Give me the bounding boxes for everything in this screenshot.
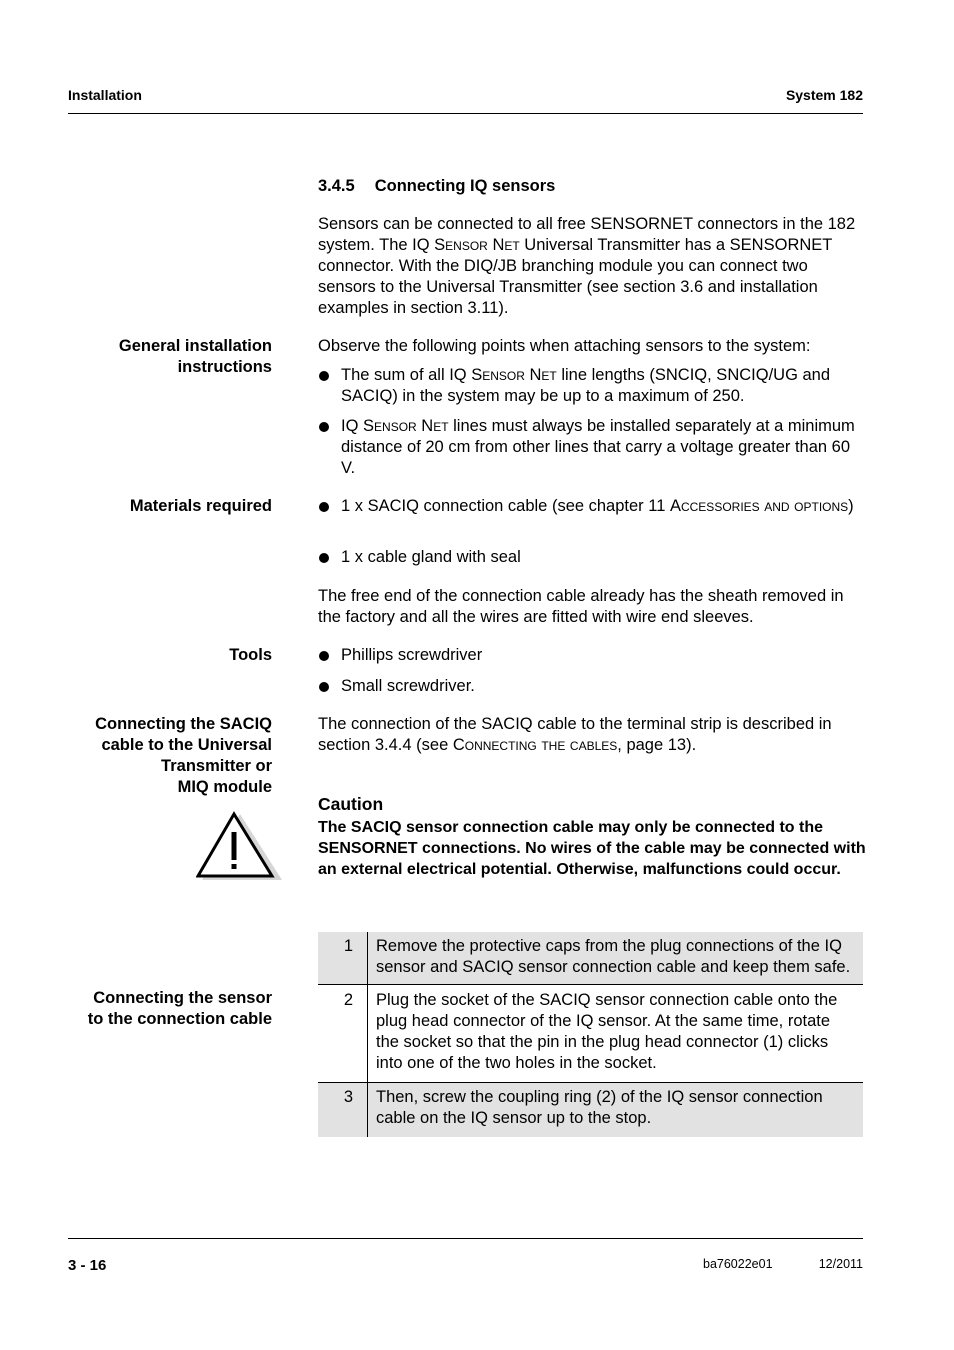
bullet-icon — [319, 422, 329, 432]
connecting-sensor-label: Connecting the sensor to the connection cable — [87, 989, 272, 1028]
tools-label: Tools — [229, 646, 272, 664]
bullet-icon — [319, 553, 329, 563]
saciq-label: Connecting the SACIQ cable to the Universal Transmitter or MIQ module — [95, 715, 272, 796]
table-row — [318, 1083, 863, 1138]
header-product-label: System 182 — [785, 87, 863, 103]
list-item: IQ Sensor Net lines must always be installed separately at a minimum distance of 20 cm from other lines that carry a voltage greater than 60 V. — [318, 416, 863, 479]
list-item: 1 x SACIQ connection cable (see chapter 11 Accessories and options) — [318, 496, 863, 517]
materials-note: The free end of the connection cable already has the sheath removed in the factory and all the wires are fitted with wire end sleeves. — [318, 587, 844, 626]
step-text: Remove the protective caps from the plug connections of the IQ sensor and SACIQ sensor connection cable and keep them safe. — [368, 932, 864, 985]
bullet-icon — [319, 682, 329, 692]
header-rule — [68, 113, 863, 114]
bullet-icon — [319, 371, 329, 381]
list-item: The sum of all IQ Sensor Net line lengths (SNCIQ, SNCIQ/UG and SACIQ) in the system may be up to a maximum of 250. — [318, 365, 863, 407]
section-heading — [318, 177, 555, 196]
header-section-label: Installation — [68, 87, 142, 103]
steps-table — [318, 932, 863, 1137]
section-title: Connecting IQ sensors — [374, 177, 556, 195]
intro-paragraph: Sensors can be connected to all free SENSORNET connectors in the 182 system. The IQ Sensor Net Universal Transmitter has a SENSORNET connector. With the DIQ/JB branching module you can connect two sensors to the Universal Transmitter (see section 3.6 and installation examples in section 3.11). — [318, 215, 856, 317]
footer-rule — [68, 1238, 863, 1239]
step-number: 2 — [318, 985, 368, 1083]
table-row — [318, 985, 863, 1083]
document-date: 12/2011 — [818, 1257, 863, 1271]
list-item: 1 x cable gland with seal — [318, 547, 863, 568]
page-number: 3 - 16 — [68, 1257, 107, 1274]
bullet-icon — [319, 651, 329, 661]
general-instructions-label: General installation instructions — [118, 337, 272, 376]
caution-title: Caution — [318, 794, 384, 814]
caution-text: The SACIQ sensor connection cable may only be connected to the SENSORNET connections. No wires of the cable may be connected with an external electrical potential. Otherwise, malfunctions could occur. — [318, 819, 866, 878]
step-number: 1 — [318, 932, 368, 985]
materials-label: Materials required — [129, 497, 272, 515]
section-number: 3.4.5 — [318, 177, 355, 195]
list-item: Small screwdriver. — [318, 676, 863, 697]
warning-triangle-icon — [196, 810, 286, 882]
general-lead-text: Observe the following points when attaching sensors to the system: — [318, 337, 811, 355]
list-item: Phillips screwdriver — [318, 645, 863, 666]
bullet-icon — [319, 502, 329, 512]
document-id: ba76022e01 — [703, 1257, 773, 1271]
step-text: Then, screw the coupling ring (2) of the IQ sensor connection cable on the IQ sensor up to the stop. — [368, 1083, 864, 1138]
step-number: 3 — [318, 1083, 368, 1138]
table-row — [318, 932, 863, 985]
step-text: Plug the socket of the SACIQ sensor connection cable onto the plug head connector of the IQ sensor. At the same time, rotate the socket so that the pin in the plug head connector (1) clicks into one of the two holes in the socket. — [368, 985, 864, 1083]
saciq-text: The connection of the SACIQ cable to the terminal strip is described in section 3.4.4 (see Connecting the cables, page 13). — [318, 715, 832, 754]
